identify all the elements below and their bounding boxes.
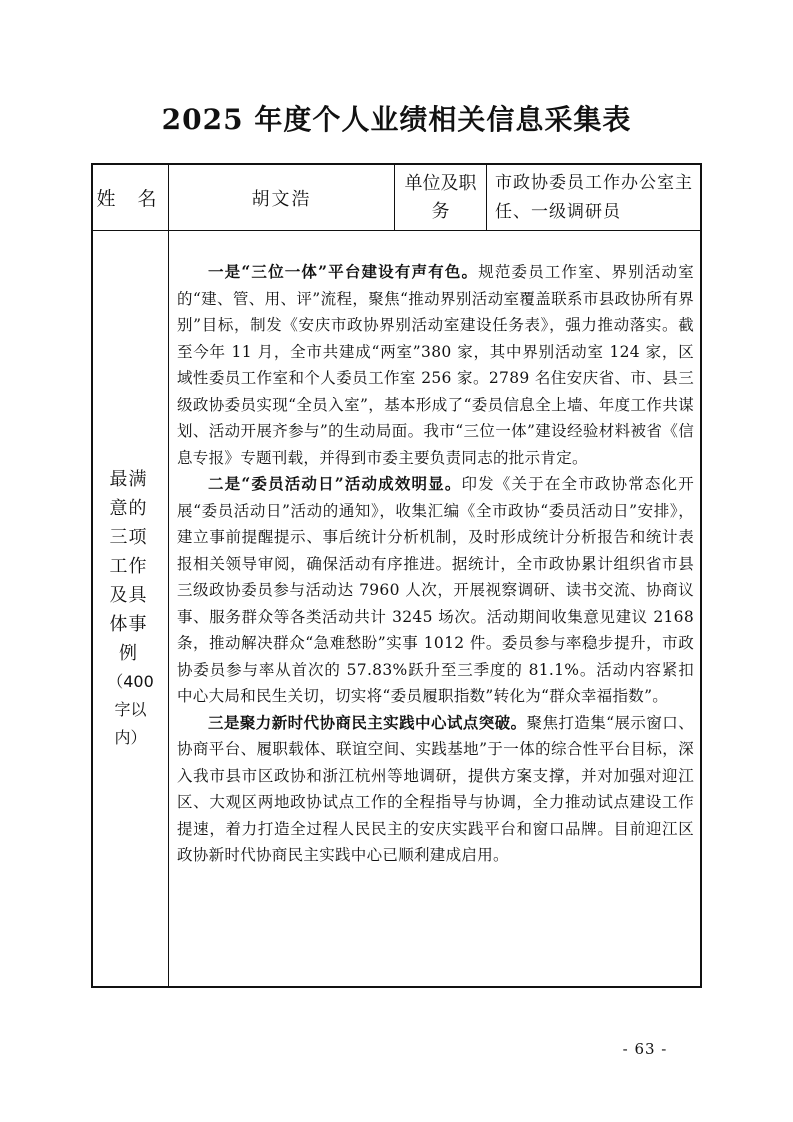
work-item-3-heading: 三是聚力新时代协商民主实践中心试点突破。 <box>208 712 527 732</box>
name-label: 姓 名 <box>93 165 169 230</box>
work-item-1 <box>177 259 694 471</box>
page-title: 2025 年度个人业绩相关信息采集表 <box>161 103 632 136</box>
work-item-1-body: 规范委员工作室、界别活动室的“建、管、用、评”流程，聚焦“推动界别活动室覆盖联系市县政协所有界别”目标，制发《安庆市政协界别活动室建设任务表》，强力推动落实。截至今年 11 月，全市共建成“两室”380 家，其中界别活动室 124 家，区域性委员工作室和个人委员工作室 256 家。2789 名住安庆省、市、县三级政协委员实现“全员入室”，基本形成了“委员信息全上墙、年度工作共谋划、活动开展齐参与”的生动局面。我市“三位一体”建设经验材料被省《信息专报》专题刊载，并得到市委主要负责同志的批示肯定。 <box>177 263 694 467</box>
work-item-3 <box>177 710 694 869</box>
unit-position-value: 市政协委员工作办公室主任、一级调研员 <box>495 172 693 222</box>
info-form-table <box>91 163 702 988</box>
works-word-limit-note: （400字以内） <box>107 672 154 747</box>
work-item-1-heading: 一是“三位一体”平台建设有声有色。 <box>208 262 479 281</box>
works-label-cell <box>93 231 169 986</box>
work-item-2-body: 印发《关于在全市政协常态化开展“委员活动日”活动的通知》，收集汇编《全市政协“委员活动日”安排》，建立事前提醒提示、事后统计分析机制，及时形成统计分析报告和统计表报相关领导审阅，确保活动有序推进。据统计，全市政协累计组织省市县三级政协委员参与活动达 7960 人次，开展视察调研、读书交流、协商议事、服务群众等各类活动共计 3245 场次。活动期间收集意见建议 2168 条，推动解决群众“急难愁盼”实事 1012 件。委员参与率稳步提升，市政协委员参与率从首次的 57.83%跃升至三季度的 81.1%。活动内容紧扣中心大局和民生关切，切实将“委员履职指数”转化为“群众幸福指数”。 <box>177 475 694 705</box>
unit-position-label: 单位及职务 <box>395 165 487 230</box>
works-content-cell <box>169 231 700 986</box>
work-item-2 <box>177 471 694 710</box>
works-label-group <box>105 465 157 752</box>
works-row <box>93 231 700 986</box>
works-label: 最满意的三项工作及具体事例 <box>109 469 148 664</box>
name-value: 胡文浩 <box>169 165 395 230</box>
page-number: - 63 - <box>622 1040 668 1058</box>
header-row <box>93 165 700 231</box>
work-item-3-body: 聚焦打造集“展示窗口、协商平台、履职载体、联谊空间、实践基地”于一体的综合性平台目标，深入我市县市区政协和浙江杭州等地调研，提供方案支撑，并对加强对迎江区、大观区两地政协试点工作的全程指导与协调，全力推动试点建设工作提速，着力打造全过程人民民主的安庆实践平台和窗口品牌。目前迎江区政协新时代协商民主实践中心已顺利建成启用。 <box>177 713 694 864</box>
work-item-2-heading: 二是“委员活动日”活动成效明显。 <box>208 474 462 493</box>
